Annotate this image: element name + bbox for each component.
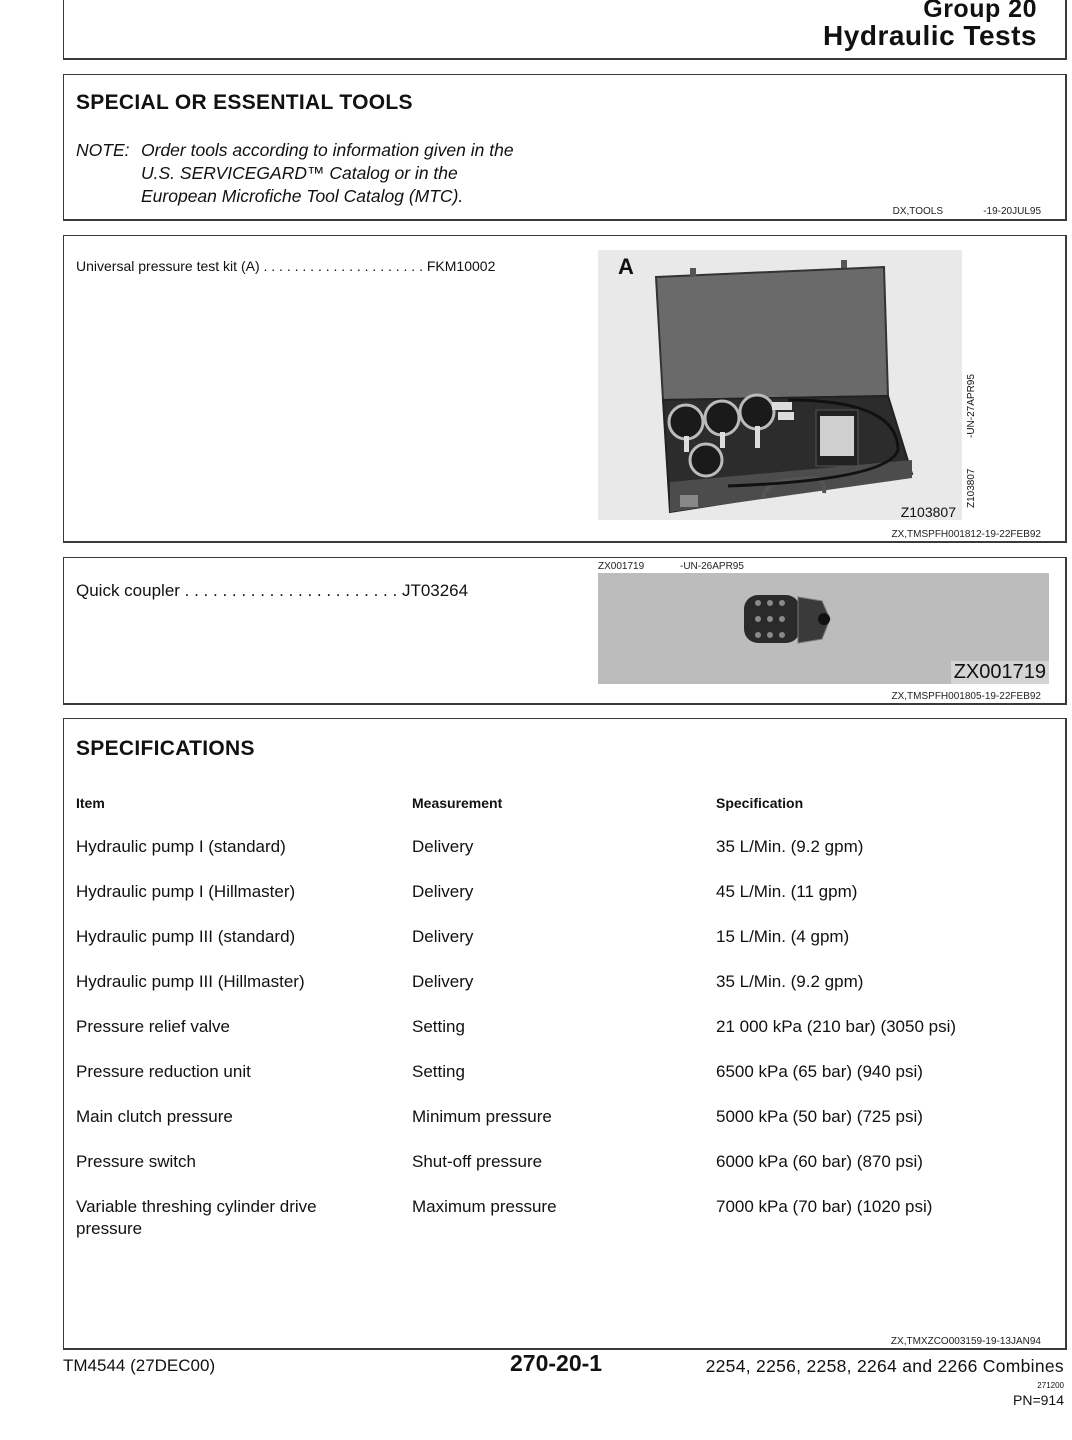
- tool-kit-line: [76, 258, 495, 274]
- row-measurement: Delivery: [412, 972, 474, 991]
- column-header-specification: Specification: [716, 795, 804, 811]
- row-measurement: Delivery: [412, 837, 474, 856]
- quick-coupler-name: Quick coupler: [76, 581, 180, 600]
- row-item: Pressure relief valve: [76, 1017, 231, 1036]
- row-measurement: Maximum pressure: [412, 1197, 557, 1216]
- toolcase-illustration: [598, 250, 962, 520]
- pressure-test-kit-section: [63, 235, 1067, 543]
- specifications-ref: ZX,TMXZCO003159-19-13JAN94: [890, 1336, 1041, 1347]
- row-spec: 21 000 kPa (210 bar) (3050 psi): [716, 1017, 957, 1036]
- tools-heading: SPECIAL OR ESSENTIAL TOOLS: [76, 91, 413, 114]
- row-item: Hydraulic pump III (Hillmaster): [76, 972, 305, 991]
- quick-coupler-section: [63, 557, 1067, 705]
- row-spec: 7000 kPa (70 bar) (1020 psi): [716, 1197, 933, 1216]
- tool-kit-ref: ZX,TMSPFH001812-19-22FEB92: [891, 529, 1041, 540]
- page-number: 270-20-1: [510, 1350, 603, 1376]
- row-measurement: Delivery: [412, 927, 474, 946]
- row-spec: 5000 kPa (50 bar) (725 psi): [716, 1107, 923, 1126]
- row-measurement: Setting: [412, 1062, 465, 1081]
- tool-kit-part-number: FKM10002: [426, 258, 496, 274]
- quick-coupler-leader: . . . . . . . . . . . . . . . . . . . . . . .: [179, 581, 402, 600]
- special-tools-section: [63, 74, 1067, 221]
- row-spec: 15 L/Min. (4 gpm): [716, 927, 850, 946]
- row-item: Pressure switch: [76, 1152, 196, 1171]
- specifications-heading: SPECIFICATIONS: [76, 737, 255, 760]
- models-label: 2254, 2256, 2258, 2264 and 2266 Combines: [705, 1356, 1064, 1376]
- tool-kit-image-code: Z103807: [900, 504, 956, 520]
- coupler-image-top-date: -UN-26APR95: [680, 561, 744, 572]
- row-measurement: Shut-off pressure: [412, 1152, 543, 1171]
- tool-kit-name: Universal pressure test kit (A): [76, 258, 260, 274]
- row-item: Hydraulic pump I (standard): [76, 837, 286, 856]
- column-header-item: Item: [76, 795, 105, 811]
- tools-ref-code: DX,TOOLS: [892, 206, 943, 217]
- quick-coupler-line: [76, 581, 468, 601]
- row-measurement: Minimum pressure: [412, 1107, 552, 1126]
- manual-id: TM4544 (27DEC00): [63, 1356, 216, 1375]
- tools-ref-date: -19-20JUL95: [983, 206, 1041, 217]
- row-item: Main clutch pressure: [76, 1107, 233, 1126]
- row-item: Hydraulic pump III (standard): [76, 927, 296, 946]
- row-spec: 6000 kPa (60 bar) (870 psi): [716, 1152, 923, 1171]
- tool-kit-leader: . . . . . . . . . . . . . . . . . . . . .: [259, 258, 427, 274]
- note-line-1: Order tools according to information given in the: [141, 140, 514, 160]
- column-header-measurement: Measurement: [412, 795, 503, 811]
- quick-coupler-part-number: JT03264: [401, 581, 469, 600]
- pn-label: PN=914: [1013, 1392, 1064, 1408]
- row-spec: 45 L/Min. (11 gpm): [716, 882, 858, 901]
- coupler-image-top-code: ZX001719: [598, 561, 645, 572]
- row-spec: 6500 kPa (65 bar) (940 psi): [716, 1062, 923, 1081]
- page-header: [63, 0, 1067, 60]
- row-measurement: Setting: [412, 1017, 465, 1036]
- specifications-section: [63, 718, 1067, 1350]
- tool-kit-side-date: -UN-27APR95: [966, 374, 977, 438]
- row-item: Variable threshing cylinder drive pressure: [76, 1197, 317, 1238]
- page-title: Hydraulic Tests: [823, 20, 1037, 51]
- pressure-test-kit-image: [598, 250, 962, 520]
- row-item: Hydraulic pump I (Hillmaster): [76, 882, 296, 901]
- note-label: NOTE:: [76, 140, 130, 160]
- quick-coupler-image: [598, 573, 1049, 684]
- group-label: Group 20: [923, 0, 1037, 23]
- tools-note: [76, 139, 514, 208]
- note-line-2: U.S. SERVICEGARD™ Catalog or in the: [141, 163, 458, 183]
- note-line-3: European Microfiche Tool Catalog (MTC).: [141, 186, 464, 206]
- row-spec: 35 L/Min. (9.2 gpm): [716, 972, 864, 991]
- coupler-ref: ZX,TMSPFH001805-19-22FEB92: [891, 691, 1041, 702]
- tool-kit-side-code: Z103807: [966, 468, 977, 508]
- coupler-image-code: ZX001719: [951, 661, 1049, 684]
- row-item: Pressure reduction unit: [76, 1062, 251, 1081]
- row-spec: 35 L/Min. (9.2 gpm): [716, 837, 864, 856]
- footer-small-code: 271200: [1037, 1381, 1064, 1390]
- row-measurement: Delivery: [412, 882, 474, 901]
- image-label-a: A: [618, 254, 634, 279]
